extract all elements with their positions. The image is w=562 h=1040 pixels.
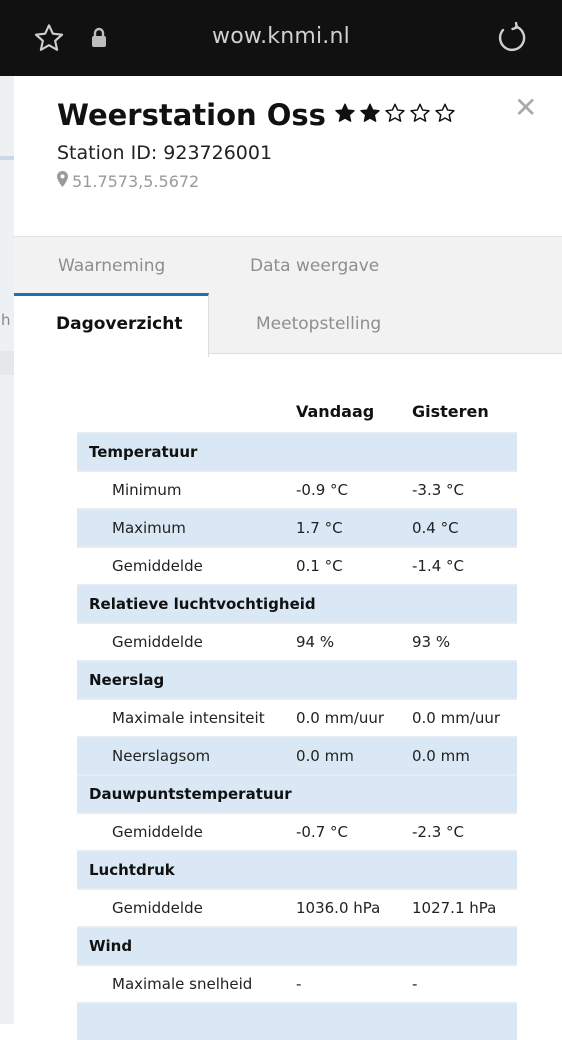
- reload-icon[interactable]: [496, 21, 528, 57]
- station-id: Station ID: 923726001: [57, 142, 273, 164]
- star-filled-icon: [359, 102, 381, 128]
- row-label: Neerslagsom: [112, 747, 211, 765]
- section-label: Temperatuur: [89, 443, 198, 461]
- station-rating: [334, 102, 456, 128]
- star-empty-icon: [409, 102, 431, 128]
- tab-dagoverzicht[interactable]: [14, 293, 209, 357]
- station-panel: [14, 76, 562, 1024]
- row-label: Maximale snelheid: [112, 975, 253, 993]
- background-map[interactable]: [0, 76, 15, 1024]
- table-body: [77, 432, 517, 1040]
- value-yesterday: 0.0 mm/uur: [412, 709, 501, 727]
- value-today: 0.1 °C: [296, 557, 343, 575]
- value-yesterday: 0.0 mm: [412, 747, 470, 765]
- section-label: Dauwpuntstemperatuur: [89, 785, 292, 803]
- table-section-row: [77, 660, 517, 698]
- tab-dagoverzicht-label: Dagoverzicht: [56, 314, 183, 334]
- value-today: -0.9 °C: [296, 481, 349, 499]
- tab-bar: [14, 236, 562, 354]
- table-section-row: [77, 850, 517, 888]
- map-label: h: [1, 311, 11, 329]
- table-row: [77, 888, 517, 926]
- value-today: -0.7 °C: [296, 823, 349, 841]
- station-name: Weerstation Oss: [57, 98, 326, 132]
- value-today: 94 %: [296, 633, 335, 651]
- row-label: Gemiddelde: [112, 633, 203, 651]
- table-section-row: [77, 926, 517, 964]
- tab-meetopstelling[interactable]: Meetopstelling: [256, 314, 382, 334]
- value-today: 0.0 mm/uur: [296, 709, 385, 727]
- value-yesterday: -: [412, 975, 418, 993]
- table-section-row: [77, 774, 517, 812]
- station-coordinates: [57, 171, 199, 191]
- table-row: [77, 508, 517, 546]
- value-today: 1.7 °C: [296, 519, 343, 537]
- star-empty-icon: [384, 102, 406, 128]
- table-section-row: [77, 432, 517, 470]
- browser-toolbar: [0, 0, 562, 76]
- section-label: Neerslag: [89, 671, 165, 689]
- value-yesterday: -2.3 °C: [412, 823, 465, 841]
- table-row: [77, 698, 517, 736]
- value-yesterday: -1.4 °C: [412, 557, 465, 575]
- url-bar[interactable]: wow.knmi.nl: [212, 24, 350, 49]
- table-row: [77, 622, 517, 660]
- row-label: Gemiddelde: [112, 823, 203, 841]
- value-today: 1036.0 hPa: [296, 899, 381, 917]
- column-header-yesterday: Gisteren: [412, 402, 489, 421]
- map-pin-icon: [57, 171, 68, 191]
- section-label: Relatieve luchtvochtigheid: [89, 595, 316, 613]
- table-row: [77, 546, 517, 584]
- row-label: Gemiddelde: [112, 899, 203, 917]
- map-road: [0, 156, 14, 160]
- table-header: [77, 394, 517, 432]
- coordinates-text: 51.7573,5.5672: [72, 171, 200, 191]
- row-label: Minimum: [112, 481, 182, 499]
- table-row: [77, 964, 517, 1002]
- map-road: [0, 351, 14, 375]
- row-label: Maximale intensiteit: [112, 709, 265, 727]
- tab-waarneming[interactable]: Waarneming: [58, 256, 166, 276]
- tab-data-weergave[interactable]: Data weergave: [250, 256, 380, 276]
- table-row: [77, 470, 517, 508]
- table-section-row: [77, 584, 517, 622]
- row-label: Maximum: [112, 519, 186, 537]
- value-yesterday: -3.3 °C: [412, 481, 465, 499]
- row-label: Gemiddelde: [112, 557, 203, 575]
- value-yesterday: 1027.1 hPa: [412, 899, 497, 917]
- value-today: 0.0 mm: [296, 747, 354, 765]
- table-row: [77, 812, 517, 850]
- star-empty-icon: [434, 102, 456, 128]
- section-label: Wind: [89, 937, 133, 955]
- value-today: -: [296, 975, 302, 993]
- value-yesterday: 0.4 °C: [412, 519, 459, 537]
- star-filled-icon: [334, 102, 356, 128]
- section-label: Luchtdruk: [89, 861, 175, 879]
- close-button[interactable]: ✕: [514, 91, 538, 124]
- daily-overview-table: [77, 394, 517, 1040]
- table-section-row: [77, 1002, 517, 1040]
- value-yesterday: 93 %: [412, 633, 451, 651]
- title-row: [57, 98, 456, 132]
- table-row: [77, 736, 517, 774]
- column-header-today: Vandaag: [296, 402, 375, 421]
